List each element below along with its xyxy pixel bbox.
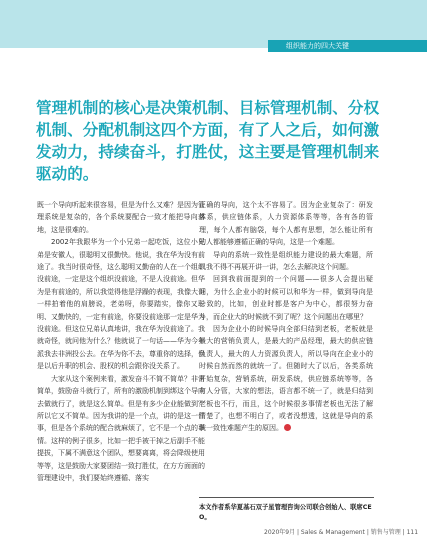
section-label: 组织能力的四大关键: [268, 40, 427, 52]
page-footer: 2020年9月 | Sales & Management | 销售与管理 | 111: [264, 529, 419, 536]
end-mark-icon: [284, 424, 291, 431]
paragraph: 既一个导向听起来很容易，但是为什么又难？是因为管理系统是复杂的，各个系统要配合一致才能把导向落地，这是很难的。: [37, 201, 205, 234]
paragraph: 2002年我跟华为一个小兄弟一起吃饭，这位小兄弟是安徽人，很聪明又很勤快。他说，我在华为没有前途了。我当时很奇怪，这么聪明又勤奋的人在一个组织没前途，一定是这个组织没前途，不是人没前途。但华为是有前途的，所以我觉得他是浮躁的表现，我像大哥一样拍着他的肩膀说，老弟呀，你要踏实，像你又聪明、又勤快的，一定有前途，你要没前途那一定是华为没前途。但这位兄弟认真地讲，我在华为没前途了。我就奇怪，就问他为什么？他就说了一句话——华为今年派我去非洲投公去。在华为你不去，尊重你的选择，但是以后升职的机会、股权的机会跟你没关系了。: [37, 238, 205, 371]
paragraph: 正确的导向，这个太不容易了。因为企业复杂了：研发体系，供应链体系，人力资源体系等等，各有各的管理，每个人都有脑袋，每个人都有思想，怎么能让所有的人都能够遵循正确的导向，这是一个难题。: [199, 201, 373, 247]
author-note: 本文作者系华夏基石双子星管理咨询公司联合创始人、联席CEO。: [199, 504, 372, 521]
paragraph-text: 因为企业小的时候导向全部归结到老板，老板就是最大的营销负责人，是最大的产品经理，最大的供应链负责人，最大的人力资源负责人，所以导向在企业小的时候自然而然的就统一了。但随时大了以后，各类系统开始复杂，营销系统，研发系统，供应链系统等等，各有人分管，大家的想法，语言都不统一了，就是归结到老板也不行，而且，这个时候很多事情老板也无法了解清楚了，也想不明白了，或者没想透，这就是导向的系统一致性难题产生的原因。: [199, 325, 373, 433]
divider: [199, 497, 374, 498]
right-column: [199, 199, 373, 435]
left-column: [37, 199, 205, 484]
paragraph: 导向的系统一致性是组织能力建设的最大难题，所以我不得不再展开讲一讲，怎么去解决这个问题。: [199, 250, 373, 272]
paragraph: 大家从这个案例来看，激发奋斗不简不简单？非常简单，鼓励奋斗就行了，所有的激励机制到绑这个导向去做就行了，就是这么简单。但是有多少企业能做到？所以它又不简单。因为我讲的是一个点，讲的是这一件事，但是各个系统的配合就麻烦了，它不是一个点的事情。这样的例子很多，比如一把手被干掉之后副手不能提拔，下属不满意这个团队，想要离离，将会降级使用等等，这是鼓励大家要团结一致打胜仗，在方方面面的管理建设中，我们要始终遵循、落实: [37, 374, 205, 482]
pull-quote: 管理机制的核心是决策机制、目标管理机制、分权机制、分配机制这四个方面，有了人之后，如何激发动力，持续奋斗，打胜仗，这主要是管理机制来驱动的。: [36, 99, 380, 183]
paragraph: 回到我前面提到的一个问题——很多人会提出疑问，为什么企业小的时候可以和华为一样，做到导向是一致的，比如，创业时都是客户为中心，都很努力奋斗，而企业大的时候就不到了呢？这个问题出在哪里？: [199, 275, 373, 321]
paragraph-final: [199, 323, 373, 435]
